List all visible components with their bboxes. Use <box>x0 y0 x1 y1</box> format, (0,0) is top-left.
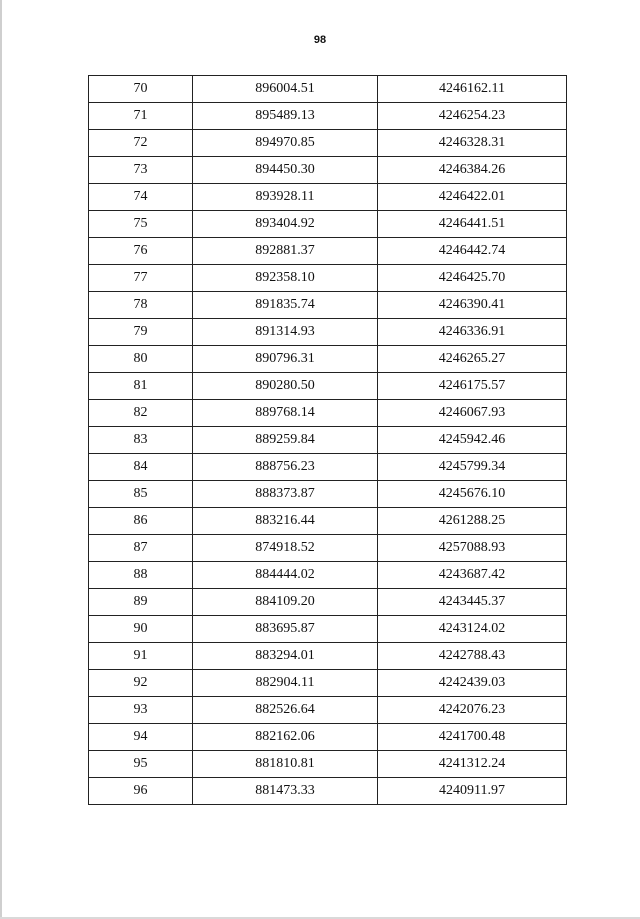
point-number-cell: 77 <box>89 265 193 292</box>
table-row <box>89 778 567 805</box>
x-coordinate-cell: 896004.51 <box>193 76 378 103</box>
y-coordinate-cell: 4257088.93 <box>378 535 567 562</box>
point-number-cell: 88 <box>89 562 193 589</box>
table-row <box>89 751 567 778</box>
point-number-cell: 76 <box>89 238 193 265</box>
table-row <box>89 643 567 670</box>
y-coordinate-cell: 4242439.03 <box>378 670 567 697</box>
y-coordinate-cell: 4246422.01 <box>378 184 567 211</box>
point-number-cell: 91 <box>89 643 193 670</box>
y-coordinate-cell: 4242076.23 <box>378 697 567 724</box>
y-coordinate-cell: 4246390.41 <box>378 292 567 319</box>
y-coordinate-cell: 4246067.93 <box>378 400 567 427</box>
coordinates-table <box>88 75 567 805</box>
y-coordinate-cell: 4246328.31 <box>378 130 567 157</box>
point-number-cell: 94 <box>89 724 193 751</box>
x-coordinate-cell: 882162.06 <box>193 724 378 751</box>
y-coordinate-cell: 4240911.97 <box>378 778 567 805</box>
point-number-cell: 93 <box>89 697 193 724</box>
y-coordinate-cell: 4245942.46 <box>378 427 567 454</box>
y-coordinate-cell: 4246336.91 <box>378 319 567 346</box>
x-coordinate-cell: 888756.23 <box>193 454 378 481</box>
table-row <box>89 238 567 265</box>
point-number-cell: 71 <box>89 103 193 130</box>
point-number-cell: 73 <box>89 157 193 184</box>
x-coordinate-cell: 884444.02 <box>193 562 378 589</box>
x-coordinate-cell: 892358.10 <box>193 265 378 292</box>
point-number-cell: 86 <box>89 508 193 535</box>
y-coordinate-cell: 4246442.74 <box>378 238 567 265</box>
table-row <box>89 562 567 589</box>
point-number-cell: 84 <box>89 454 193 481</box>
table-row <box>89 589 567 616</box>
x-coordinate-cell: 883216.44 <box>193 508 378 535</box>
x-coordinate-cell: 874918.52 <box>193 535 378 562</box>
table-row <box>89 481 567 508</box>
page-number: 98 <box>313 34 327 46</box>
x-coordinate-cell: 883695.87 <box>193 616 378 643</box>
x-coordinate-cell: 895489.13 <box>193 103 378 130</box>
table-row <box>89 130 567 157</box>
y-coordinate-cell: 4246175.57 <box>378 373 567 400</box>
table-row <box>89 508 567 535</box>
x-coordinate-cell: 882904.11 <box>193 670 378 697</box>
y-coordinate-cell: 4243124.02 <box>378 616 567 643</box>
x-coordinate-cell: 894450.30 <box>193 157 378 184</box>
x-coordinate-cell: 881810.81 <box>193 751 378 778</box>
x-coordinate-cell: 884109.20 <box>193 589 378 616</box>
point-number-cell: 89 <box>89 589 193 616</box>
table-row <box>89 535 567 562</box>
point-number-cell: 95 <box>89 751 193 778</box>
point-number-cell: 83 <box>89 427 193 454</box>
point-number-cell: 72 <box>89 130 193 157</box>
table-row <box>89 292 567 319</box>
y-coordinate-cell: 4246265.27 <box>378 346 567 373</box>
point-number-cell: 80 <box>89 346 193 373</box>
table-row <box>89 400 567 427</box>
table-row <box>89 616 567 643</box>
x-coordinate-cell: 893928.11 <box>193 184 378 211</box>
y-coordinate-cell: 4242788.43 <box>378 643 567 670</box>
table-row <box>89 724 567 751</box>
y-coordinate-cell: 4245799.34 <box>378 454 567 481</box>
y-coordinate-cell: 4245676.10 <box>378 481 567 508</box>
x-coordinate-cell: 891314.93 <box>193 319 378 346</box>
x-coordinate-cell: 894970.85 <box>193 130 378 157</box>
y-coordinate-cell: 4246162.11 <box>378 76 567 103</box>
point-number-cell: 85 <box>89 481 193 508</box>
table-row <box>89 157 567 184</box>
page-edge-left <box>0 0 2 919</box>
x-coordinate-cell: 890280.50 <box>193 373 378 400</box>
table-row <box>89 697 567 724</box>
table-row <box>89 427 567 454</box>
table-row <box>89 346 567 373</box>
point-number-cell: 74 <box>89 184 193 211</box>
x-coordinate-cell: 882526.64 <box>193 697 378 724</box>
point-number-cell: 90 <box>89 616 193 643</box>
point-number-cell: 81 <box>89 373 193 400</box>
table-row <box>89 211 567 238</box>
table-row <box>89 319 567 346</box>
y-coordinate-cell: 4241312.24 <box>378 751 567 778</box>
x-coordinate-cell: 881473.33 <box>193 778 378 805</box>
point-number-cell: 96 <box>89 778 193 805</box>
y-coordinate-cell: 4246441.51 <box>378 211 567 238</box>
coordinates-table-body <box>89 76 567 805</box>
x-coordinate-cell: 892881.37 <box>193 238 378 265</box>
table-row <box>89 103 567 130</box>
x-coordinate-cell: 893404.92 <box>193 211 378 238</box>
point-number-cell: 92 <box>89 670 193 697</box>
point-number-cell: 70 <box>89 76 193 103</box>
point-number-cell: 79 <box>89 319 193 346</box>
y-coordinate-cell: 4246425.70 <box>378 265 567 292</box>
table-row <box>89 265 567 292</box>
y-coordinate-cell: 4243687.42 <box>378 562 567 589</box>
table-row <box>89 454 567 481</box>
point-number-cell: 78 <box>89 292 193 319</box>
table-row <box>89 373 567 400</box>
y-coordinate-cell: 4246254.23 <box>378 103 567 130</box>
x-coordinate-cell: 891835.74 <box>193 292 378 319</box>
point-number-cell: 75 <box>89 211 193 238</box>
x-coordinate-cell: 883294.01 <box>193 643 378 670</box>
table-row <box>89 184 567 211</box>
point-number-cell: 82 <box>89 400 193 427</box>
y-coordinate-cell: 4246384.26 <box>378 157 567 184</box>
y-coordinate-cell: 4241700.48 <box>378 724 567 751</box>
x-coordinate-cell: 889259.84 <box>193 427 378 454</box>
y-coordinate-cell: 4261288.25 <box>378 508 567 535</box>
table-row <box>89 76 567 103</box>
y-coordinate-cell: 4243445.37 <box>378 589 567 616</box>
x-coordinate-cell: 889768.14 <box>193 400 378 427</box>
x-coordinate-cell: 888373.87 <box>193 481 378 508</box>
point-number-cell: 87 <box>89 535 193 562</box>
table-row <box>89 670 567 697</box>
x-coordinate-cell: 890796.31 <box>193 346 378 373</box>
